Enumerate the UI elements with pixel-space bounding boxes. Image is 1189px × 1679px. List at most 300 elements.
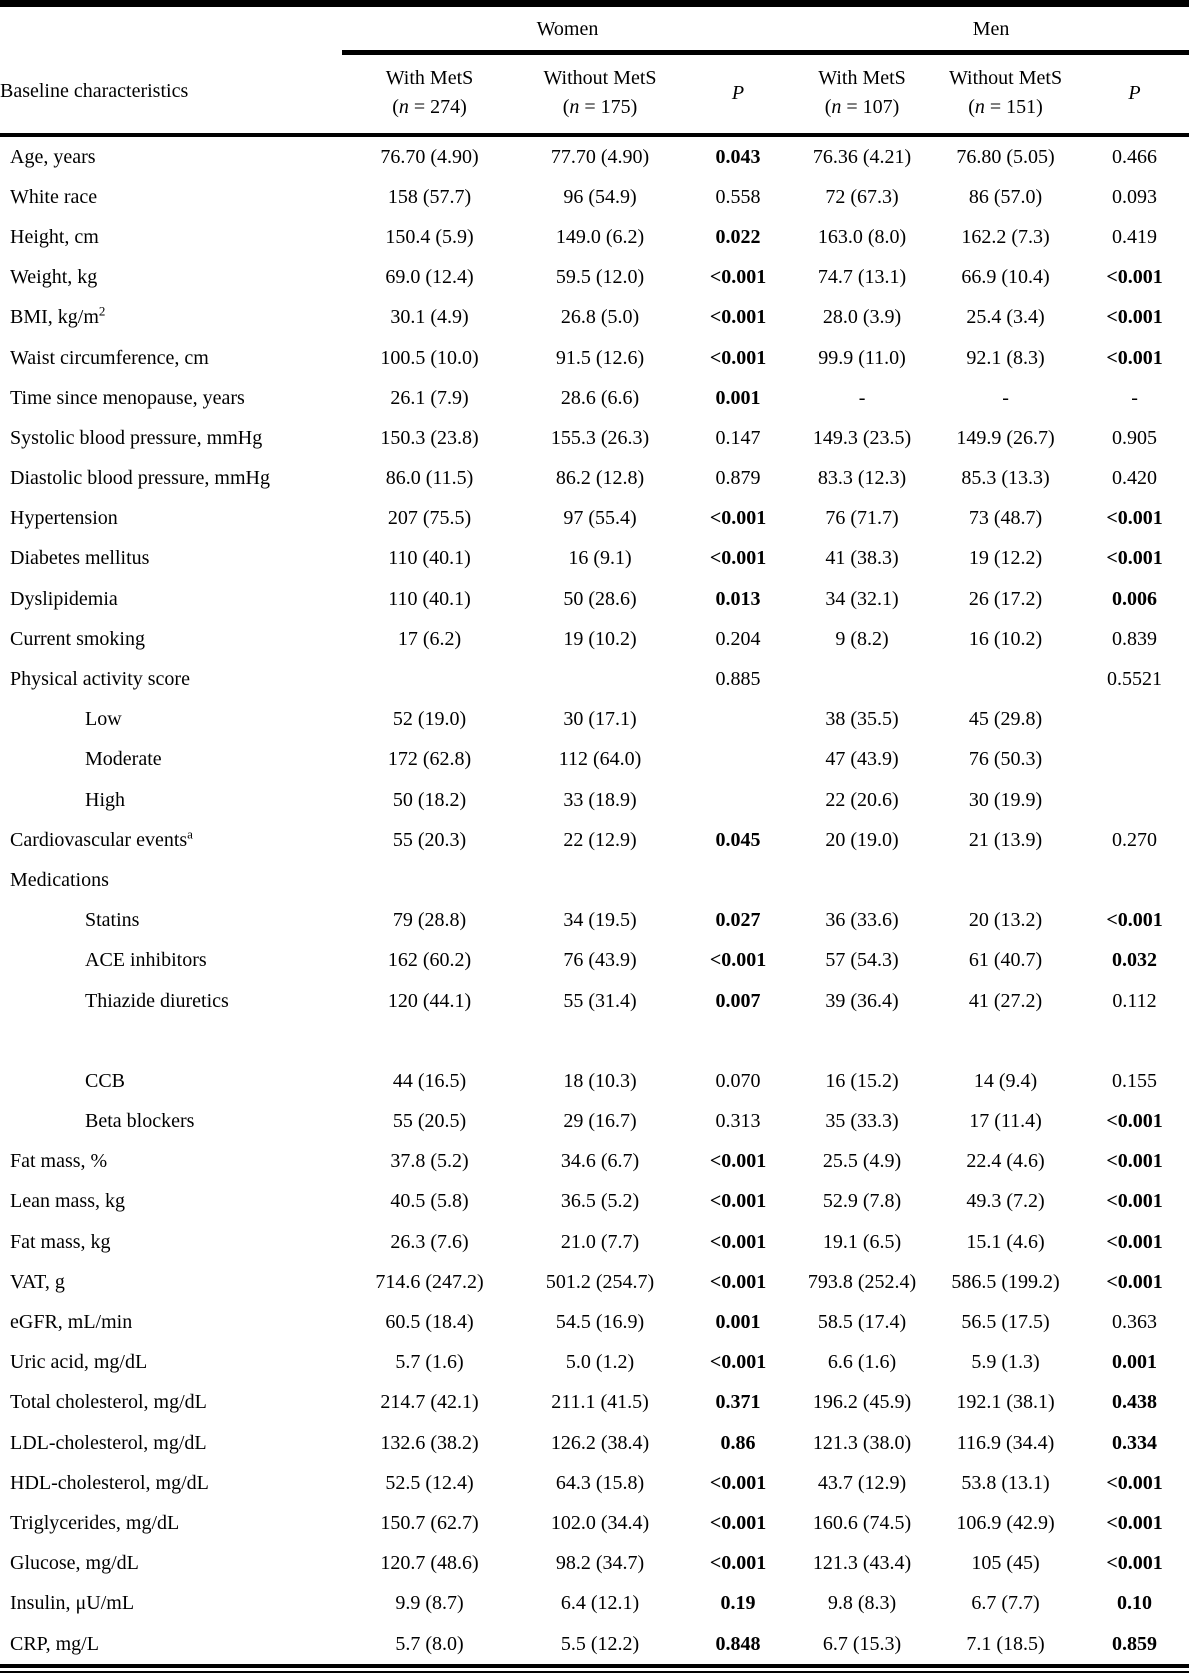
cell-women-p-value: 0.013: [715, 587, 761, 610]
sub-header-line1: With MetS: [385, 67, 474, 89]
cell-men-without-mets: [931, 860, 1080, 900]
sub-header-line2: (n = 107): [824, 96, 900, 118]
cell-women-with-mets: 76.70 (4.90): [380, 145, 479, 168]
cell-men-with-mets: 36 (33.6): [825, 909, 899, 932]
cell-women-with-mets: 120 (44.1): [387, 989, 472, 1012]
cell-women-with-mets: [342, 860, 517, 900]
row-label: CRP, mg/L: [10, 1632, 99, 1655]
row-label: Physical activity score: [10, 668, 190, 691]
table-row: [0, 1222, 1189, 1262]
cell-men-p-value: 0.905: [1112, 426, 1158, 449]
cell-women-without-mets: 102.0 (34.4): [550, 1511, 650, 1534]
group-header-spacer: [0, 4, 342, 53]
cell-men-with-mets: [793, 860, 931, 900]
row-label: Insulin, μU/mL: [10, 1592, 135, 1615]
cell-women-p-value: <0.001: [709, 1351, 767, 1374]
row-label: HDL-cholesterol, mg/dL: [10, 1471, 209, 1494]
cell-men-with-mets: 76 (71.7): [825, 507, 899, 530]
row-label: CCB: [85, 1069, 126, 1092]
cell-women-without-mets: 30 (17.1): [563, 708, 637, 731]
cell-men-with-mets: 99.9 (11.0): [818, 346, 906, 369]
table-row: [0, 459, 1189, 499]
cell-men-with-mets: 16 (15.2): [825, 1069, 899, 1092]
cell-women-without-mets: 26.8 (5.0): [560, 306, 640, 329]
cell-women-with-mets: 5.7 (1.6): [395, 1351, 464, 1374]
cell-women-without-mets: 91.5 (12.6): [555, 346, 645, 369]
cell-women-p-value: [683, 780, 793, 820]
cell-men-without-mets: 106.9 (42.9): [956, 1511, 1055, 1534]
cell-men-p-value: <0.001: [1106, 1150, 1163, 1173]
row-label: Waist circumference, cm: [10, 346, 209, 369]
table-row: [0, 1343, 1189, 1383]
cell-men-with-mets: 22 (20.6): [825, 788, 899, 811]
sub-header-row: [0, 53, 1189, 136]
cell-women-without-mets: 54.5 (16.9): [555, 1311, 645, 1334]
cell-women-without-mets: 59.5 (12.0): [555, 266, 645, 289]
cell-men-p-value: 0.006: [1112, 587, 1158, 610]
table-bottom-rule: [0, 1664, 1189, 1673]
row-label: Triglycerides, mg/dL: [10, 1511, 180, 1534]
cell-men-without-mets: 22.4 (4.6): [966, 1150, 1045, 1173]
cell-men-with-mets: 52.9 (7.8): [822, 1190, 902, 1213]
cell-men-with-mets: 72 (67.3): [825, 185, 899, 208]
cell-women-p-value: 0.001: [715, 386, 761, 409]
group-header-women: Women: [342, 4, 793, 53]
table-row: [0, 217, 1189, 257]
table-row: [0, 1262, 1189, 1302]
cell-women-without-mets: 97 (55.4): [563, 507, 637, 530]
row-label: Thiazide diuretics: [85, 989, 229, 1012]
cell-women-without-mets: 126.2 (38.4): [550, 1431, 650, 1454]
cell-men-without-mets: 16 (10.2): [968, 627, 1043, 650]
cell-women-with-mets: 37.8 (5.2): [390, 1150, 469, 1173]
cell-women-p-value: [683, 700, 793, 740]
cell-women-without-mets: 76 (43.9): [563, 949, 637, 972]
cell-women-with-mets: 162 (60.2): [387, 949, 472, 972]
cell-men-with-mets: 149.3 (23.5): [812, 426, 912, 449]
cell-men-p-value: <0.001: [1106, 1230, 1163, 1253]
cell-men-p-value: <0.001: [1106, 1471, 1163, 1494]
cell-men-p-value: 0.093: [1112, 185, 1158, 208]
row-label: Low: [85, 708, 122, 731]
cell-men-with-mets: 121.3 (43.4): [812, 1552, 912, 1575]
table-row: [0, 418, 1189, 458]
table-row: [0, 298, 1189, 338]
cell-men-with-mets: 83.3 (12.3): [817, 467, 907, 490]
cell-men-with-mets: 38 (35.5): [825, 708, 899, 731]
cell-women-without-mets: 34 (19.5): [563, 909, 637, 932]
cell-men-without-mets: 7.1 (18.5): [966, 1632, 1045, 1655]
table-row: [0, 378, 1189, 418]
row-label: BMI, $kg/m^2$: [10, 303, 106, 329]
table-row: [0, 860, 1189, 900]
cell-men-p-value: [1080, 1021, 1189, 1061]
cell-women-p-value: <0.001: [709, 507, 767, 530]
row-label: Total cholesterol, mg/dL: [10, 1391, 207, 1414]
cell-men-with-mets: 43.7 (12.9): [817, 1471, 907, 1494]
cell-women-with-mets: 52 (19.0): [392, 708, 467, 731]
cell-men-without-mets: [931, 1021, 1080, 1061]
cell-men-without-mets: 30 (19.9): [968, 788, 1043, 811]
cell-men-p-value: <0.001: [1106, 1190, 1163, 1213]
cell-men-without-mets: 19 (12.2): [968, 547, 1043, 570]
superscript-marker: a: [187, 826, 193, 842]
table-row: [0, 1102, 1189, 1142]
row-label: Diastolic blood pressure, mmHg: [10, 467, 270, 490]
cell-women-without-mets: 18 (10.3): [563, 1069, 637, 1092]
cell-men-p-value: 0.419: [1112, 225, 1158, 248]
table-row: [0, 338, 1189, 378]
table-row: [0, 780, 1189, 820]
cell-women-without-mets: 34.6 (6.7): [560, 1150, 640, 1173]
row-label: Systolic blood pressure, mmHg: [10, 426, 263, 449]
table-row: [0, 1383, 1189, 1423]
cell-women-with-mets: 110 (40.1): [388, 587, 471, 610]
table-row: [0, 619, 1189, 659]
cell-women-without-mets: 96 (54.9): [563, 185, 637, 208]
cell-men-without-mets: -: [1002, 386, 1009, 409]
cell-men-p-value: -: [1131, 386, 1138, 409]
cell-women-without-mets: 21.0 (7.7): [560, 1230, 640, 1253]
cell-women-p-value: 0.027: [715, 909, 761, 932]
column-header-women-p-value: P: [683, 53, 793, 136]
cell-women-without-mets: [517, 860, 683, 900]
cell-women-p-value: <0.001: [709, 346, 767, 369]
cell-women-with-mets: 172 (62.8): [387, 748, 472, 771]
cell-men-with-mets: 163.0 (8.0): [817, 225, 907, 248]
row-label: Statins: [85, 909, 140, 932]
cell-men-without-mets: 92.1 (8.3): [966, 346, 1045, 369]
table-row: [0, 1544, 1189, 1584]
cell-men-with-mets: [793, 659, 931, 699]
row-label: Glucose, mg/dL: [10, 1552, 139, 1575]
group-header-men: Men: [793, 4, 1189, 53]
sub-header-line2: (n = 151): [968, 96, 1043, 118]
cell-women-p-value: <0.001: [709, 1552, 767, 1575]
cell-women-p-value: <0.001: [709, 1511, 767, 1534]
cell-women-p-value: 0.19: [720, 1592, 756, 1615]
cell-men-without-mets: 86 (57.0): [968, 185, 1043, 208]
row-label: [0, 1021, 342, 1061]
cell-men-with-mets: 121.3 (38.0): [812, 1431, 912, 1454]
row-label: Fat mass, kg: [10, 1230, 111, 1253]
cell-men-p-value: <0.001: [1106, 306, 1163, 329]
cell-men-p-value: 0.438: [1112, 1391, 1158, 1414]
table-row: [0, 1423, 1189, 1463]
cell-men-with-mets: 76.36 (4.21): [812, 145, 912, 168]
table-row: [0, 177, 1189, 217]
cell-women-without-mets: [517, 1021, 683, 1061]
cell-men-without-mets: 20 (13.2): [968, 909, 1043, 932]
cell-women-without-mets: 86.2 (12.8): [555, 467, 645, 490]
cell-women-without-mets: 64.3 (15.8): [555, 1471, 645, 1494]
cell-men-p-value: <0.001: [1106, 266, 1163, 289]
cell-men-with-mets: 19.1 (6.5): [822, 1230, 902, 1253]
column-header-baseline-characteristics: Baseline characteristics: [0, 53, 342, 136]
cell-women-with-mets: 79 (28.8): [392, 909, 467, 932]
table-row: [0, 941, 1189, 981]
cell-women-p-value: 0.147: [715, 426, 761, 449]
cell-women-p-value: [683, 860, 793, 900]
table-row: [0, 1061, 1189, 1101]
table-row: [0, 135, 1189, 177]
cell-women-p-value: 0.558: [715, 185, 761, 208]
table-row: [0, 901, 1189, 941]
cell-men-with-mets: 41 (38.3): [825, 547, 899, 570]
cell-women-with-mets: 50 (18.2): [392, 788, 467, 811]
cell-women-with-mets: 26.1 (7.9): [390, 386, 469, 409]
cell-men-p-value: 0.859: [1112, 1632, 1158, 1655]
cell-women-p-value: 0.879: [715, 467, 761, 490]
row-label: Lean mass, kg: [10, 1190, 125, 1213]
table-row: [0, 499, 1189, 539]
cell-men-without-mets: 76.80 (5.05): [956, 145, 1055, 168]
table-row: [0, 981, 1189, 1021]
table-row: [0, 1182, 1189, 1222]
cell-men-without-mets: 586.5 (199.2): [951, 1270, 1060, 1293]
cell-women-without-mets: 29 (16.7): [563, 1110, 637, 1133]
cell-men-without-mets: 116.9 (34.4): [956, 1431, 1055, 1454]
cell-women-with-mets: 150.4 (5.9): [385, 225, 474, 248]
cell-men-without-mets: 49.3 (7.2): [966, 1190, 1045, 1213]
table-row: [0, 539, 1189, 579]
cell-men-p-value: 0.001: [1112, 1351, 1158, 1374]
cell-women-with-mets: 26.3 (7.6): [390, 1230, 469, 1253]
cell-men-p-value: <0.001: [1106, 1110, 1163, 1133]
cell-women-without-mets: 16 (9.1): [568, 547, 632, 570]
n-variable: n: [398, 96, 409, 118]
cell-women-p-value: 0.848: [715, 1632, 761, 1655]
cell-women-with-mets: 40.5 (5.8): [390, 1190, 469, 1213]
cell-women-p-value: 0.86: [720, 1431, 756, 1454]
cell-women-without-mets: [517, 659, 683, 699]
row-label: Medications: [10, 868, 109, 891]
cell-men-p-value: [1080, 780, 1189, 820]
cell-men-without-mets: [931, 659, 1080, 699]
cell-women-without-mets: 36.5 (5.2): [560, 1190, 640, 1213]
cell-women-p-value: <0.001: [709, 1270, 767, 1293]
table-row: [0, 1584, 1189, 1624]
cell-women-p-value: 0.045: [715, 828, 761, 851]
cell-men-without-mets: 6.7 (7.7): [971, 1592, 1040, 1615]
cell-men-without-mets: 15.1 (4.6): [966, 1230, 1045, 1253]
cell-men-with-mets: 58.5 (17.4): [817, 1311, 907, 1334]
cell-women-with-mets: 30.1 (4.9): [390, 306, 469, 329]
cell-men-without-mets: 14 (9.4): [973, 1069, 1038, 1092]
table-row: [0, 740, 1189, 780]
cell-women-with-mets: 158 (57.7): [387, 185, 472, 208]
table-row: [0, 1302, 1189, 1342]
cell-women-p-value: 0.001: [715, 1311, 761, 1334]
cell-men-without-mets: 73 (48.7): [968, 507, 1043, 530]
table-row: [0, 1503, 1189, 1543]
cell-women-with-mets: 110 (40.1): [388, 547, 471, 570]
cell-women-with-mets: 9.9 (8.7): [395, 1592, 464, 1615]
n-variable: n: [974, 96, 985, 118]
row-label: Moderate: [85, 748, 162, 771]
cell-men-p-value: <0.001: [1106, 1270, 1163, 1293]
cell-men-without-mets: 53.8 (13.1): [961, 1471, 1050, 1494]
column-header-women-with-mets: [342, 53, 517, 136]
row-label: eGFR, mL/min: [10, 1311, 133, 1334]
cell-women-with-mets: 55 (20.5): [392, 1110, 467, 1133]
table-body: [0, 135, 1189, 1664]
cell-women-without-mets: 112 (64.0): [558, 748, 642, 771]
cell-men-with-mets: 57 (54.3): [825, 949, 899, 972]
cell-women-without-mets: 98.2 (34.7): [555, 1552, 645, 1575]
cell-women-p-value: 0.204: [715, 627, 761, 650]
cell-men-without-mets: 61 (40.7): [968, 949, 1043, 972]
cell-men-p-value: 0.334: [1112, 1431, 1158, 1454]
cell-women-with-mets: 5.7 (8.0): [395, 1632, 464, 1655]
spacer-row: [0, 1021, 1189, 1061]
cell-women-p-value: <0.001: [709, 949, 767, 972]
cell-women-without-mets: 22 (12.9): [563, 828, 637, 851]
cell-men-p-value: 0.420: [1112, 467, 1158, 490]
cell-men-p-value: <0.001: [1106, 909, 1163, 932]
cell-women-p-value: <0.001: [709, 1230, 767, 1253]
cell-men-p-value: 0.270: [1112, 828, 1158, 851]
row-label: Age, years: [10, 145, 96, 168]
cell-men-without-mets: 85.3 (13.3): [961, 467, 1050, 490]
cell-men-with-mets: 9 (8.2): [835, 627, 889, 650]
n-variable: n: [569, 96, 580, 118]
n-variable: n: [831, 96, 842, 118]
table-row: [0, 659, 1189, 699]
cell-women-with-mets: 714.6 (247.2): [375, 1270, 484, 1293]
cell-women-p-value: [683, 740, 793, 780]
cell-men-p-value: 0.839: [1112, 627, 1158, 650]
cell-women-without-mets: 149.0 (6.2): [555, 225, 645, 248]
cell-men-with-mets: 39 (36.4): [825, 989, 899, 1012]
cell-men-without-mets: 105 (45): [971, 1552, 1040, 1575]
cell-men-p-value: [1080, 860, 1189, 900]
cell-men-p-value: <0.001: [1106, 346, 1163, 369]
cell-women-with-mets: 60.5 (18.4): [385, 1311, 474, 1334]
cell-women-p-value: <0.001: [709, 266, 767, 289]
cell-men-p-value: 0.112: [1112, 989, 1157, 1012]
column-header-men-without-mets: [931, 53, 1080, 136]
cell-men-without-mets: 41 (27.2): [968, 989, 1043, 1012]
cell-women-with-mets: 86.0 (11.5): [385, 467, 474, 490]
cell-men-p-value: 0.5521: [1107, 668, 1163, 691]
sub-header-line2: (n = 274): [392, 96, 467, 118]
cell-men-with-mets: 28.0 (3.9): [822, 306, 902, 329]
table-header: [0, 4, 1189, 136]
cell-women-p-value: <0.001: [709, 306, 767, 329]
cell-men-without-mets: 26 (17.2): [968, 587, 1043, 610]
row-label: White race: [10, 185, 98, 208]
cell-women-p-value: 0.885: [715, 668, 761, 691]
cell-men-p-value: <0.001: [1106, 547, 1163, 570]
cell-women-with-mets: 150.7 (62.7): [380, 1511, 479, 1534]
cell-women-with-mets: 55 (20.3): [392, 828, 467, 851]
row-label: Hypertension: [10, 507, 118, 530]
cell-men-with-mets: 35 (33.3): [825, 1110, 899, 1133]
cell-women-without-mets: 33 (18.9): [563, 788, 637, 811]
row-label: VAT, g: [10, 1270, 65, 1293]
cell-women-p-value: 0.007: [715, 989, 761, 1012]
sub-header-line1: Without MetS: [543, 67, 657, 89]
cell-men-p-value: <0.001: [1106, 1511, 1163, 1534]
cell-men-p-value: 0.155: [1112, 1069, 1158, 1092]
row-label: Uric acid, mg/dL: [10, 1351, 148, 1374]
table-row: [0, 1463, 1189, 1503]
cell-women-with-mets: [342, 1021, 517, 1061]
cell-women-without-mets: 28.6 (6.6): [560, 386, 640, 409]
cell-men-with-mets: 20 (19.0): [825, 828, 899, 851]
cell-women-p-value: 0.022: [715, 225, 761, 248]
cell-women-without-mets: 19 (10.2): [563, 627, 637, 650]
sub-header-line2: (n = 175): [562, 96, 638, 118]
column-header-women-without-mets: [517, 53, 683, 136]
column-header-men-with-mets: [793, 53, 931, 136]
cell-women-with-mets: 214.7 (42.1): [380, 1391, 479, 1414]
row-label: Diabetes mellitus: [10, 547, 150, 570]
cell-men-with-mets: 34 (32.1): [825, 587, 899, 610]
cell-men-p-value: 0.10: [1117, 1592, 1153, 1615]
cell-women-p-value: <0.001: [709, 547, 767, 570]
cell-men-without-mets: 56.5 (17.5): [961, 1311, 1050, 1334]
cell-women-with-mets: 207 (75.5): [387, 507, 472, 530]
cell-women-p-value: <0.001: [709, 1471, 767, 1494]
table-row: [0, 820, 1189, 860]
cell-men-with-mets: [793, 1021, 931, 1061]
cell-men-without-mets: 45 (29.8): [968, 708, 1043, 731]
cell-men-with-mets: 6.7 (15.3): [822, 1632, 902, 1655]
cell-men-with-mets: 74.7 (13.1): [817, 266, 907, 289]
cell-women-without-mets: 501.2 (254.7): [545, 1270, 655, 1293]
cell-women-p-value: [683, 1021, 793, 1061]
cell-women-without-mets: 50 (28.6): [563, 587, 637, 610]
cell-women-with-mets: 52.5 (12.4): [385, 1471, 474, 1494]
cell-women-without-mets: 5.5 (12.2): [560, 1632, 640, 1655]
cell-men-p-value: 0.466: [1112, 145, 1158, 168]
cell-men-with-mets: 9.8 (8.3): [827, 1592, 897, 1615]
cell-men-p-value: <0.001: [1106, 507, 1163, 530]
cell-men-p-value: 0.032: [1112, 949, 1158, 972]
cell-men-with-mets: 793.8 (252.4): [807, 1270, 917, 1293]
row-label: Cardiovascular events$^a$: [10, 826, 193, 851]
cell-women-p-value: <0.001: [709, 1150, 767, 1173]
row-label: Beta blockers: [85, 1110, 195, 1133]
cell-men-p-value: [1080, 700, 1189, 740]
table-row: [0, 579, 1189, 619]
row-label: High: [85, 788, 125, 811]
sub-header-line1: Without MetS: [948, 67, 1063, 89]
row-label: LDL-cholesterol, mg/dL: [10, 1431, 207, 1454]
row-label: Height, cm: [10, 225, 99, 248]
table-row: [0, 700, 1189, 740]
superscript-marker: 2: [98, 303, 106, 319]
row-label: Weight, kg: [10, 266, 98, 289]
cell-women-with-mets: 132.6 (38.2): [380, 1431, 479, 1454]
cell-men-with-mets: 25.5 (4.9): [822, 1150, 902, 1173]
cell-men-with-mets: 160.6 (74.5): [812, 1511, 912, 1534]
cell-women-with-mets: 150.3 (23.8): [380, 426, 479, 449]
row-label: Current smoking: [10, 627, 145, 650]
cell-women-with-mets: 69.0 (12.4): [385, 266, 474, 289]
cell-men-p-value: [1080, 740, 1189, 780]
row-label: Dyslipidemia: [10, 587, 118, 610]
column-header-men-p-value: P: [1080, 53, 1189, 136]
cell-women-without-mets: 55 (31.4): [563, 989, 637, 1012]
cell-men-with-mets: 47 (43.9): [825, 748, 899, 771]
row-label: Time since menopause, years: [10, 386, 245, 409]
row-label: ACE inhibitors: [85, 949, 207, 972]
cell-men-with-mets: -: [858, 386, 866, 409]
cell-men-p-value: <0.001: [1106, 1552, 1163, 1575]
